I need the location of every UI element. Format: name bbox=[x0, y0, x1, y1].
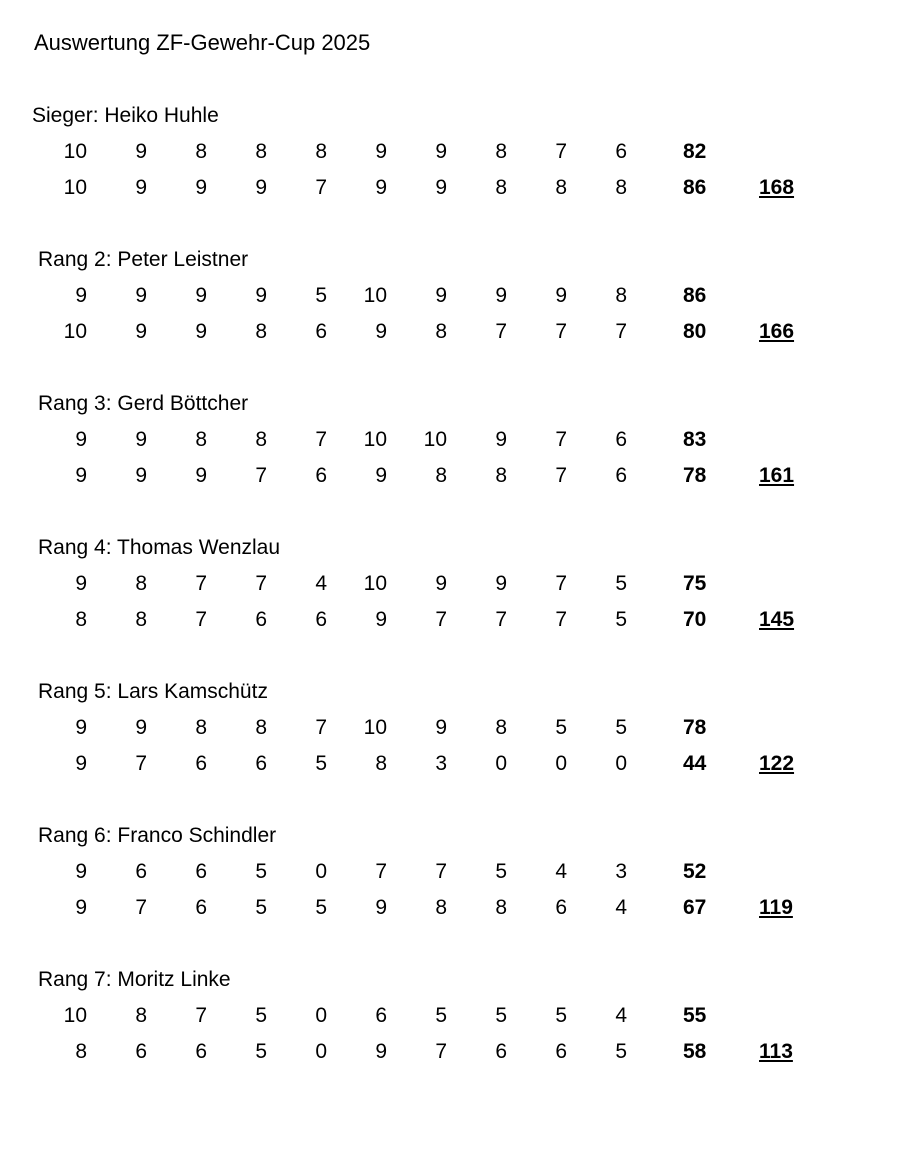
result-entry bbox=[0, 680, 907, 800]
shot-score: 4 bbox=[615, 1004, 627, 1027]
shot-score: 5 bbox=[255, 1004, 267, 1027]
score-row bbox=[0, 284, 907, 314]
shot-score: 6 bbox=[615, 140, 627, 163]
shot-score: 5 bbox=[435, 1004, 447, 1027]
shot-score: 8 bbox=[495, 464, 507, 487]
shot-score: 8 bbox=[195, 140, 207, 163]
shot-score: 4 bbox=[555, 860, 567, 883]
shot-score: 9 bbox=[435, 140, 447, 163]
series-subtotal: 44 bbox=[683, 752, 707, 775]
shot-score: 6 bbox=[195, 896, 207, 919]
shot-score: 5 bbox=[615, 716, 627, 739]
shot-score: 8 bbox=[435, 464, 447, 487]
shot-score: 4 bbox=[315, 572, 327, 595]
shot-score: 7 bbox=[555, 608, 567, 631]
series-subtotal: 55 bbox=[683, 1004, 707, 1027]
shot-score: 9 bbox=[135, 320, 147, 343]
shot-score: 7 bbox=[555, 428, 567, 451]
shot-score: 9 bbox=[75, 896, 87, 919]
shot-score: 9 bbox=[495, 284, 507, 307]
shot-score: 5 bbox=[555, 1004, 567, 1027]
shot-score: 0 bbox=[315, 1040, 327, 1063]
shot-score: 6 bbox=[315, 608, 327, 631]
shot-score: 5 bbox=[495, 860, 507, 883]
shot-score: 6 bbox=[135, 860, 147, 883]
shot-score: 6 bbox=[615, 464, 627, 487]
shot-score: 8 bbox=[495, 896, 507, 919]
score-row bbox=[0, 140, 907, 170]
shot-score: 10 bbox=[363, 428, 387, 451]
shot-score: 3 bbox=[435, 752, 447, 775]
shot-score: 9 bbox=[375, 176, 387, 199]
shot-score: 7 bbox=[495, 320, 507, 343]
shot-score: 0 bbox=[615, 752, 627, 775]
shot-score: 6 bbox=[555, 896, 567, 919]
shot-score: 5 bbox=[315, 284, 327, 307]
entry-rank-label: Rang 4: Thomas Wenzlau bbox=[38, 536, 281, 559]
shot-score: 9 bbox=[75, 464, 87, 487]
entry-rank-label: Rang 3: Gerd Böttcher bbox=[38, 392, 249, 415]
entry-rank-label: Sieger: Heiko Huhle bbox=[32, 104, 219, 127]
shot-score: 9 bbox=[435, 176, 447, 199]
entry-rank-label: Rang 7: Moritz Linke bbox=[38, 968, 231, 991]
score-row bbox=[0, 428, 907, 458]
shot-score: 7 bbox=[195, 572, 207, 595]
result-entry bbox=[0, 824, 907, 944]
series-subtotal: 78 bbox=[683, 716, 707, 739]
shot-score: 0 bbox=[555, 752, 567, 775]
shot-score: 8 bbox=[255, 716, 267, 739]
shot-score: 5 bbox=[495, 1004, 507, 1027]
series-subtotal: 80 bbox=[683, 320, 707, 343]
score-row bbox=[0, 320, 907, 350]
shot-score: 9 bbox=[135, 284, 147, 307]
score-row bbox=[0, 176, 907, 206]
shot-score: 9 bbox=[135, 140, 147, 163]
series-subtotal: 67 bbox=[683, 896, 707, 919]
shot-score: 7 bbox=[555, 140, 567, 163]
shot-score: 9 bbox=[135, 428, 147, 451]
shot-score: 8 bbox=[615, 176, 627, 199]
shot-score: 8 bbox=[255, 428, 267, 451]
result-entry bbox=[0, 392, 907, 512]
grand-total: 122 bbox=[759, 752, 795, 775]
shot-score: 4 bbox=[615, 896, 627, 919]
shot-score: 7 bbox=[315, 428, 327, 451]
shot-score: 6 bbox=[195, 752, 207, 775]
shot-score: 6 bbox=[195, 860, 207, 883]
shot-score: 9 bbox=[255, 284, 267, 307]
grand-total: 168 bbox=[759, 176, 795, 199]
shot-score: 5 bbox=[615, 608, 627, 631]
shot-score: 8 bbox=[495, 716, 507, 739]
shot-score: 6 bbox=[255, 752, 267, 775]
shot-score: 9 bbox=[375, 1040, 387, 1063]
series-subtotal: 86 bbox=[683, 284, 707, 307]
shot-score: 7 bbox=[255, 464, 267, 487]
grand-total: 113 bbox=[759, 1040, 793, 1063]
shot-score: 7 bbox=[435, 860, 447, 883]
shot-score: 10 bbox=[63, 1004, 87, 1027]
shot-score: 7 bbox=[135, 752, 147, 775]
series-subtotal: 83 bbox=[683, 428, 707, 451]
entry-rank-label: Rang 2: Peter Leistner bbox=[38, 248, 249, 271]
shot-score: 6 bbox=[495, 1040, 507, 1063]
shot-score: 10 bbox=[63, 140, 87, 163]
shot-score: 6 bbox=[615, 428, 627, 451]
shot-score: 9 bbox=[75, 428, 87, 451]
shot-score: 8 bbox=[75, 608, 87, 631]
shot-score: 5 bbox=[255, 896, 267, 919]
shot-score: 7 bbox=[315, 176, 327, 199]
shot-score: 9 bbox=[75, 572, 87, 595]
score-row bbox=[0, 608, 907, 638]
shot-score: 7 bbox=[315, 716, 327, 739]
shot-score: 7 bbox=[195, 1004, 207, 1027]
shot-score: 0 bbox=[315, 1004, 327, 1027]
shot-score: 7 bbox=[555, 464, 567, 487]
shot-score: 8 bbox=[315, 140, 327, 163]
score-row bbox=[0, 1040, 907, 1070]
shot-score: 8 bbox=[135, 572, 147, 595]
shot-score: 3 bbox=[615, 860, 627, 883]
shot-score: 9 bbox=[375, 140, 387, 163]
series-subtotal: 52 bbox=[683, 860, 707, 883]
grand-total: 161 bbox=[759, 464, 795, 487]
shot-score: 9 bbox=[75, 860, 87, 883]
shot-score: 10 bbox=[363, 716, 387, 739]
result-entry bbox=[0, 248, 907, 368]
shot-score: 9 bbox=[375, 896, 387, 919]
shot-score: 7 bbox=[255, 572, 267, 595]
shot-score: 9 bbox=[495, 572, 507, 595]
shot-score: 6 bbox=[315, 320, 327, 343]
shot-score: 10 bbox=[363, 572, 387, 595]
shot-score: 9 bbox=[435, 716, 447, 739]
result-entry bbox=[0, 104, 907, 224]
shot-score: 0 bbox=[315, 860, 327, 883]
shot-score: 8 bbox=[255, 140, 267, 163]
score-row bbox=[0, 752, 907, 782]
shot-score: 8 bbox=[435, 896, 447, 919]
score-row bbox=[0, 464, 907, 494]
shot-score: 6 bbox=[315, 464, 327, 487]
series-subtotal: 75 bbox=[683, 572, 707, 595]
shot-score: 9 bbox=[435, 284, 447, 307]
grand-total: 145 bbox=[759, 608, 795, 631]
shot-score: 8 bbox=[495, 140, 507, 163]
series-subtotal: 86 bbox=[683, 176, 707, 199]
shot-score: 7 bbox=[555, 572, 567, 595]
shot-score: 7 bbox=[435, 608, 447, 631]
shot-score: 8 bbox=[555, 176, 567, 199]
shot-score: 6 bbox=[195, 1040, 207, 1063]
score-row bbox=[0, 896, 907, 926]
grand-total: 166 bbox=[759, 320, 795, 343]
series-subtotal: 78 bbox=[683, 464, 707, 487]
shot-score: 8 bbox=[135, 608, 147, 631]
shot-score: 9 bbox=[555, 284, 567, 307]
score-row bbox=[0, 860, 907, 890]
shot-score: 6 bbox=[375, 1004, 387, 1027]
shot-score: 9 bbox=[75, 284, 87, 307]
shot-score: 8 bbox=[135, 1004, 147, 1027]
shot-score: 7 bbox=[555, 320, 567, 343]
shot-score: 5 bbox=[255, 860, 267, 883]
shot-score: 9 bbox=[135, 716, 147, 739]
shot-score: 0 bbox=[495, 752, 507, 775]
shot-score: 5 bbox=[555, 716, 567, 739]
shot-score: 9 bbox=[375, 608, 387, 631]
shot-score: 5 bbox=[615, 1040, 627, 1063]
result-entry bbox=[0, 968, 907, 1088]
shot-score: 7 bbox=[375, 860, 387, 883]
series-subtotal: 82 bbox=[683, 140, 707, 163]
shot-score: 8 bbox=[375, 752, 387, 775]
shot-score: 10 bbox=[363, 284, 387, 307]
shot-score: 10 bbox=[63, 320, 87, 343]
shot-score: 9 bbox=[375, 464, 387, 487]
shot-score: 10 bbox=[63, 176, 87, 199]
shot-score: 8 bbox=[195, 716, 207, 739]
entry-rank-label: Rang 5: Lars Kamschütz bbox=[38, 680, 268, 703]
shot-score: 7 bbox=[495, 608, 507, 631]
shot-score: 7 bbox=[135, 896, 147, 919]
shot-score: 9 bbox=[135, 464, 147, 487]
page-title: Auswertung ZF-Gewehr-Cup 2025 bbox=[34, 30, 371, 55]
shot-score: 7 bbox=[615, 320, 627, 343]
shot-score: 5 bbox=[615, 572, 627, 595]
shot-score: 9 bbox=[375, 320, 387, 343]
score-row bbox=[0, 572, 907, 602]
shot-score: 9 bbox=[75, 716, 87, 739]
shot-score: 9 bbox=[195, 176, 207, 199]
shot-score: 9 bbox=[435, 572, 447, 595]
shot-score: 8 bbox=[615, 284, 627, 307]
series-subtotal: 58 bbox=[683, 1040, 707, 1063]
shot-score: 9 bbox=[255, 176, 267, 199]
shot-score: 9 bbox=[195, 284, 207, 307]
score-row bbox=[0, 1004, 907, 1034]
shot-score: 9 bbox=[495, 428, 507, 451]
shot-score: 9 bbox=[135, 176, 147, 199]
shot-score: 5 bbox=[315, 752, 327, 775]
entry-rank-label: Rang 6: Franco Schindler bbox=[38, 824, 277, 847]
shot-score: 8 bbox=[495, 176, 507, 199]
shot-score: 10 bbox=[423, 428, 447, 451]
shot-score: 8 bbox=[255, 320, 267, 343]
shot-score: 9 bbox=[75, 752, 87, 775]
shot-score: 9 bbox=[195, 320, 207, 343]
shot-score: 7 bbox=[195, 608, 207, 631]
shot-score: 6 bbox=[255, 608, 267, 631]
shot-score: 7 bbox=[435, 1040, 447, 1063]
score-row bbox=[0, 716, 907, 746]
shot-score: 9 bbox=[195, 464, 207, 487]
shot-score: 6 bbox=[555, 1040, 567, 1063]
shot-score: 8 bbox=[195, 428, 207, 451]
result-entry bbox=[0, 536, 907, 656]
shot-score: 5 bbox=[315, 896, 327, 919]
grand-total: 119 bbox=[759, 896, 793, 919]
shot-score: 5 bbox=[255, 1040, 267, 1063]
series-subtotal: 70 bbox=[683, 608, 707, 631]
shot-score: 8 bbox=[75, 1040, 87, 1063]
shot-score: 6 bbox=[135, 1040, 147, 1063]
shot-score: 8 bbox=[435, 320, 447, 343]
